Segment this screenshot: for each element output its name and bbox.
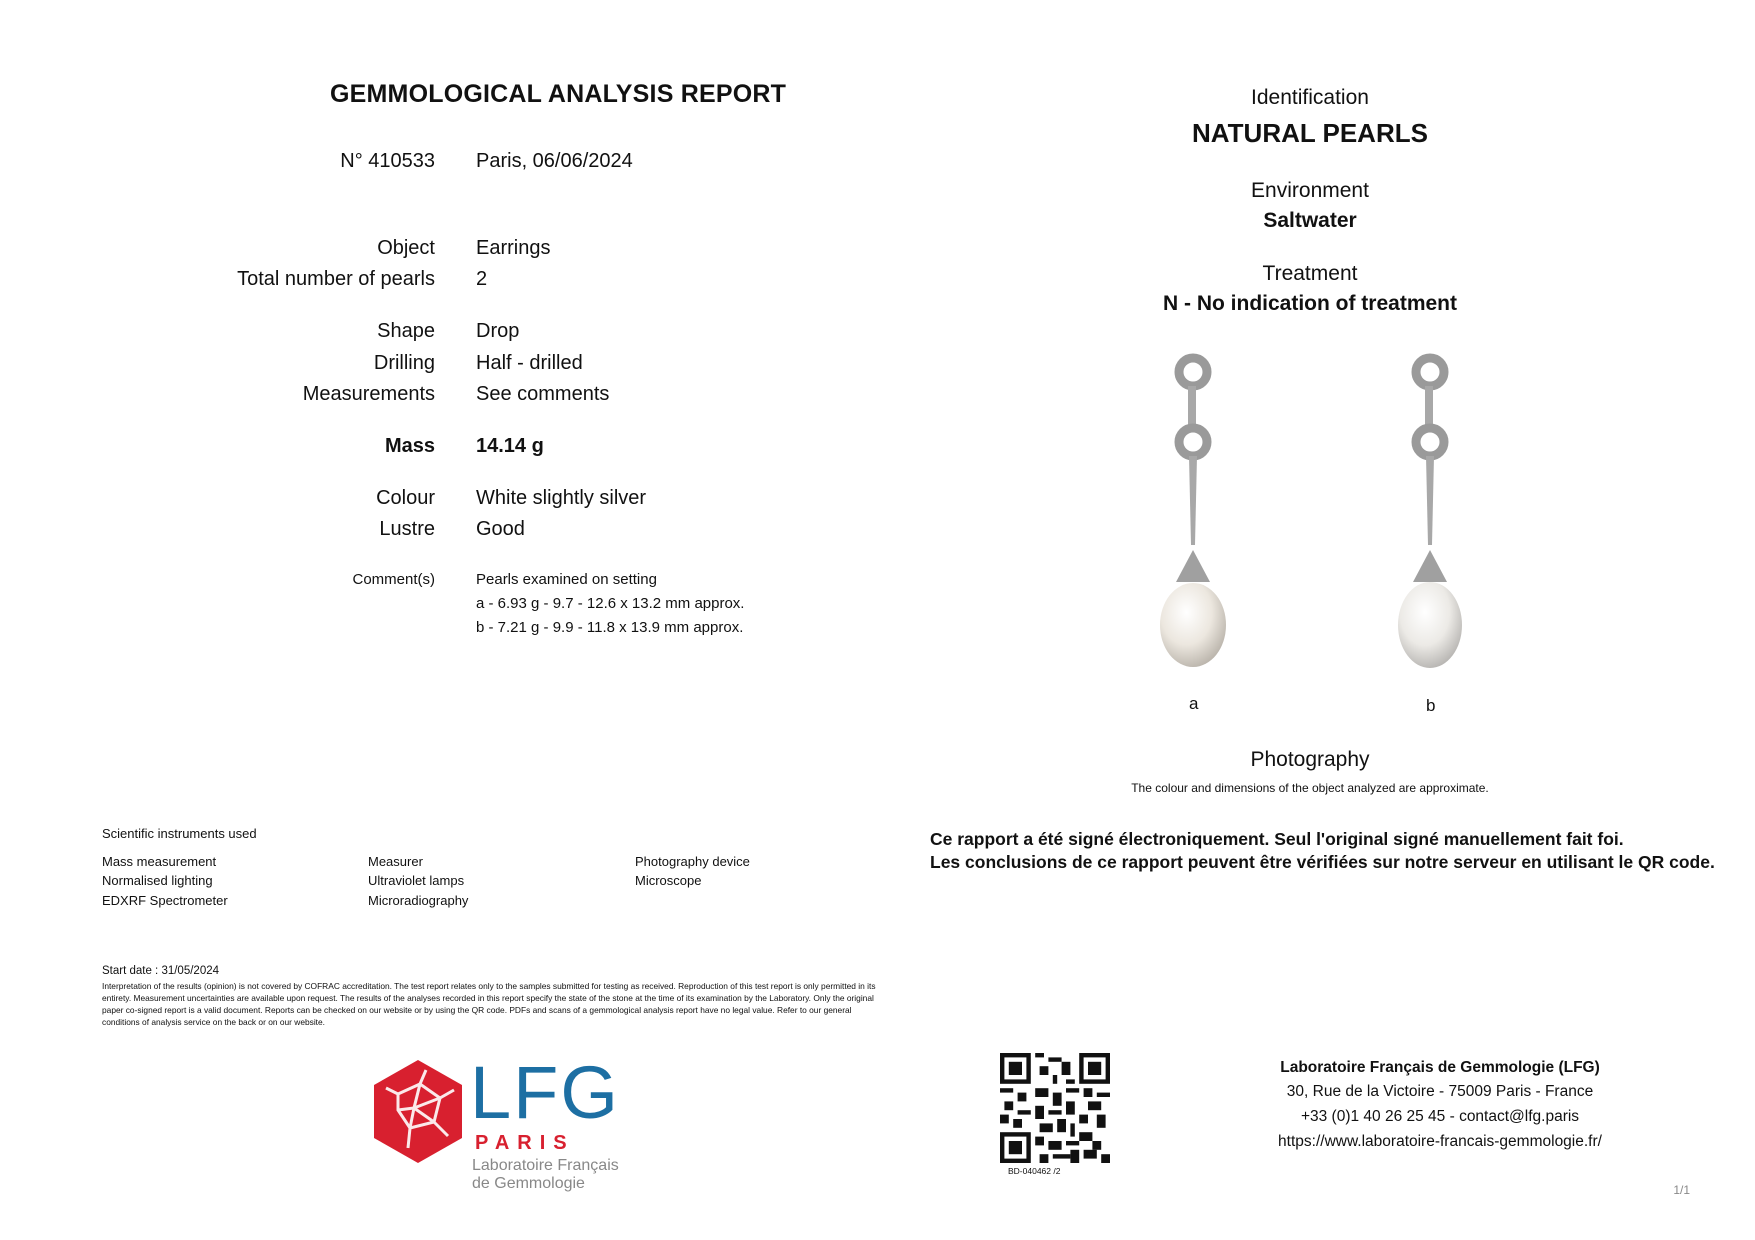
drilling-label: Drilling: [373, 352, 435, 374]
colour-label: Colour: [376, 487, 435, 509]
lab-address: 30, Rue de la Victoire - 75009 Paris - France: [1286, 1083, 1594, 1100]
shape-label: Shape: [377, 320, 435, 342]
colour-value: White slightly silver: [476, 487, 647, 509]
page-number: 1/1: [1673, 1183, 1690, 1197]
instrument-item: Mass measurement: [102, 854, 217, 869]
instrument-item: Microscope: [635, 873, 702, 888]
treatment-value: N - No indication of treatment: [1163, 292, 1457, 315]
earring-a: [1160, 358, 1226, 667]
earring-b: [1398, 358, 1462, 668]
instrument-item: EDXRF Spectrometer: [102, 893, 228, 908]
drilling-value: Half - drilled: [476, 352, 583, 374]
shape-value: Drop: [476, 320, 520, 342]
logo-line2: de Gemmologie: [472, 1175, 585, 1192]
instruments-title: Scientific instruments used: [102, 826, 257, 841]
report-number: N° 410533: [340, 150, 435, 172]
instrument-item: Microradiography: [368, 893, 469, 908]
qr-reference: BD-040462 /2: [1008, 1166, 1061, 1176]
lab-name: Laboratoire Français de Gemmologie (LFG): [1280, 1059, 1600, 1076]
mass-label: Mass: [384, 435, 435, 457]
earrings-photo: [1140, 350, 1510, 690]
lfg-logo: [368, 1052, 648, 1202]
identification-value: NATURAL PEARLS: [1192, 118, 1428, 148]
photography-title: Photography: [1250, 748, 1370, 771]
instrument-item: Normalised lighting: [102, 873, 213, 888]
lustre-label: Lustre: [379, 518, 435, 540]
identification-label: Identification: [1251, 86, 1369, 109]
logo-paris-text: PARIS: [475, 1132, 575, 1154]
report-place-date: Paris, 06/06/2024: [476, 150, 633, 172]
comment-line: b - 7.21 g - 9.9 - 11.8 x 13.9 mm approx.: [476, 619, 744, 636]
photo-label-a: a: [1189, 694, 1199, 713]
photo-label-b: b: [1426, 696, 1436, 715]
lab-website[interactable]: https://www.laboratoire-francais-gemmologie.fr/: [1278, 1133, 1602, 1150]
treatment-label: Treatment: [1262, 262, 1358, 285]
object-label: Object: [377, 237, 435, 259]
measurements-value: See comments: [476, 383, 610, 405]
logo-line1: Laboratoire Français: [472, 1157, 619, 1174]
start-date: Start date : 31/05/2024: [102, 965, 220, 977]
measurements-label: Measurements: [302, 383, 435, 405]
lab-contact: +33 (0)1 40 26 25 45 - contact@lfg.paris: [1300, 1108, 1580, 1125]
lustre-value: Good: [476, 518, 525, 540]
legal-line-2: Les conclusions de ce rapport peuvent être vérifiées sur notre serveur en utilisant le QR code.: [930, 852, 1715, 872]
total-pearls-value: 2: [476, 268, 488, 290]
mass-value: 14.14 g: [476, 435, 544, 457]
comment-line: a - 6.93 g - 9.7 - 12.6 x 13.2 mm approx.: [476, 595, 745, 612]
instrument-item: Ultraviolet lamps: [368, 873, 465, 888]
instrument-item: Photography device: [635, 854, 750, 869]
comments-label: Comment(s): [352, 571, 435, 588]
environment-value: Saltwater: [1263, 209, 1357, 232]
lfg-hexagon-icon: [368, 1056, 468, 1168]
legal-line-1: Ce rapport a été signé électroniquement. Seul l'original signé manuellement fait foi.: [930, 829, 1624, 849]
object-value: Earrings: [476, 237, 551, 259]
disclaimer-text: Interpretation of the results (opinion) is not covered by COFRAC accreditation. The test report relates only to the samples submitted for testing as received. Reproduction of this test report is only permitted in its entirety. Measurement uncertainties are available upon request. The results of the analyses recorded in this report specify the state of the stone at the time of its examination by the Laboratory. Only the original paper co-signed report is a valid document. Reports can be checked on our website or by using the QR code. PDFs and scans of a gemmological analysis report have no legal value. Refer to our general conditions of analysis service on the back or on our website.: [102, 981, 876, 1027]
qr-code[interactable]: [1000, 1053, 1110, 1163]
comment-line: Pearls examined on setting: [476, 571, 657, 588]
photography-note: The colour and dimensions of the object analyzed are approximate.: [1131, 781, 1489, 795]
logo-lfg-text: LFG: [470, 1051, 620, 1134]
environment-label: Environment: [1251, 179, 1369, 202]
report-title: GEMMOLOGICAL ANALYSIS REPORT: [330, 80, 787, 108]
legal-notice: [930, 828, 1715, 874]
total-pearls-label: Total number of pearls: [237, 268, 435, 290]
instrument-item: Measurer: [368, 854, 423, 869]
